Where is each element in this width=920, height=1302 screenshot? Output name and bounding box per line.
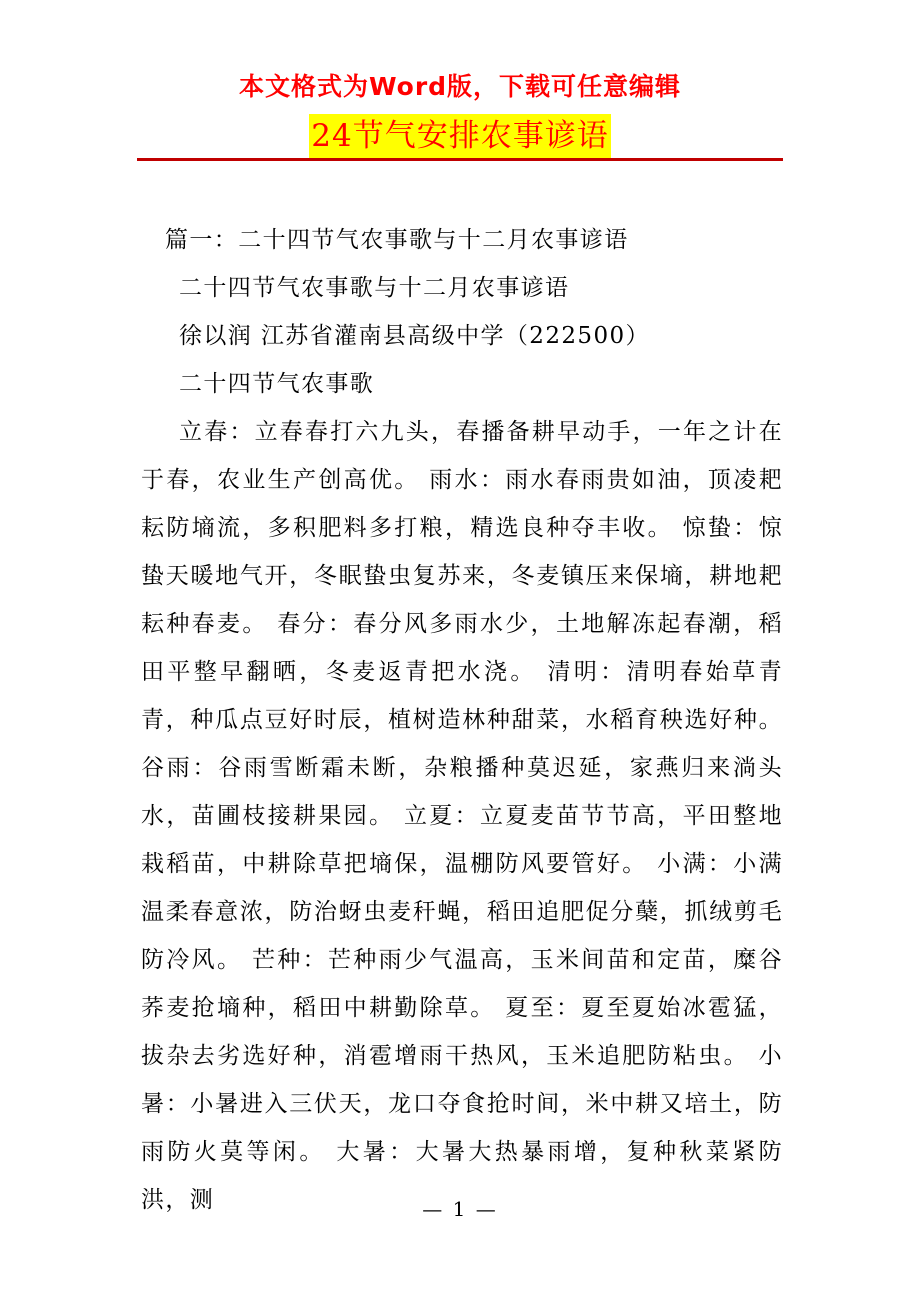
solar-terms-paragraph: 立春：立春春打六九头，春播备耕早动手，一年之计在于春，农业生产创高优。 雨水：雨水春雨贵如油，顶凌耙耘防墒流，多积肥料多打粮，精选良种夺丰收。 惊蛰：惊蛰天暖地气开，冬眠蛰虫复苏来，冬麦镇压来保墒，耕地耙耘种春麦。 春分：春分风多雨水少，土地解冻起春潮，稻田平整早翻晒，冬麦返青把水浇。 清明：清明春始草青青，种瓜点豆好时辰，植树造林种甜菜，水稻育秧选好种。 谷雨：谷雨雪断霜未断，杂粮播种莫迟延，家燕归来淌头水，苗圃枝接耕果园。 立夏：立夏麦苗节节高，平田整地栽稻苗，中耕除草把墒保，温棚防风要管好。 小满：小满温柔春意浓，防治蚜虫麦秆蝇，稻田追肥促分蘖，抓绒剪毛防冷风。 芒种：芒种雨少气温高，玉米间苗和定苗，糜谷荞麦抢墒种，稻田中耕勤除草。 夏至：夏至夏始冰雹猛，拔杂去劣选好种，消雹增雨干热风，玉米追肥防粘虫。 小暑：小暑进入三伏天，龙口夺食抢时间，米中耕又培土，防雨防火莫等闲。 大暑：大暑大热暴雨增，复种秋菜紧防洪，测 bbox=[141, 419, 783, 1213]
title-divider bbox=[137, 158, 783, 161]
title-container bbox=[0, 114, 920, 158]
format-notice-banner: 本文格式为Word版，下载可任意编辑 bbox=[238, 72, 682, 101]
document-title: 24节气安排农事谚语 bbox=[309, 114, 610, 158]
page-number: — 1 — bbox=[422, 1197, 498, 1221]
article-heading: 篇一：二十四节气农事歌与十二月农事谚语 bbox=[165, 227, 629, 253]
document-body bbox=[141, 216, 783, 1224]
article-subheading: 二十四节气农事歌与十二月农事谚语 bbox=[179, 275, 570, 301]
author-line: 徐以润 江苏省灌南县高级中学（222500） bbox=[179, 323, 650, 349]
section-heading: 二十四节气农事歌 bbox=[179, 371, 375, 397]
